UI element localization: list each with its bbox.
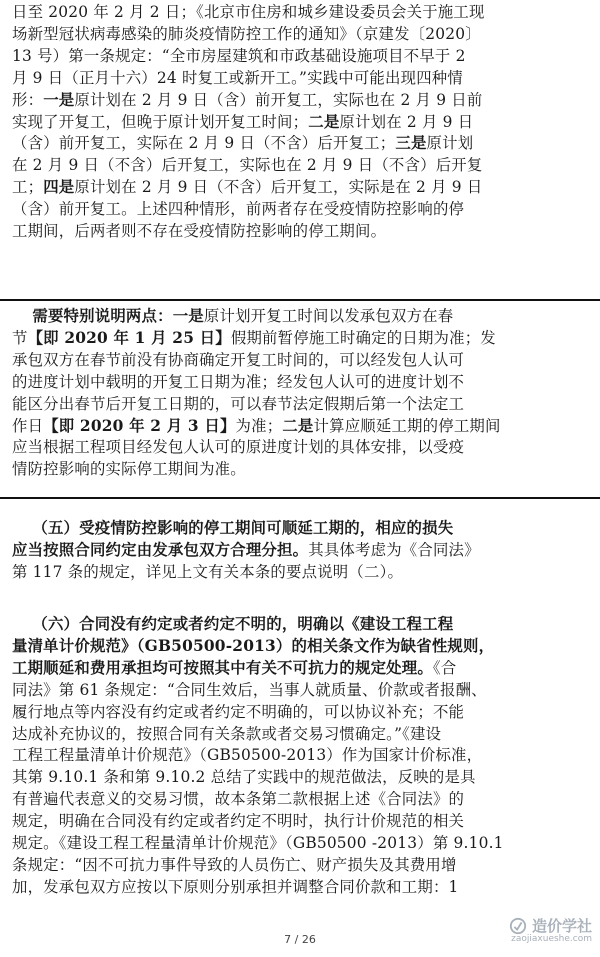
text-run: 为准； [235, 416, 283, 435]
bold-text-run: 一是 [172, 307, 204, 325]
text-line [12, 789, 588, 811]
bold-text-run: 工期顺延和费用承担均可按照其中有关不可抗力的规定处理。 [12, 658, 433, 677]
text-line [12, 46, 588, 68]
highlight-box-top-border [0, 299, 600, 301]
text-line [12, 133, 588, 155]
text-line [12, 155, 588, 177]
text-line [12, 680, 588, 702]
text-run [12, 615, 32, 633]
watermark-url: zaojiaxueshe.com [511, 934, 592, 944]
bold-text-run: 【即 2020 年 1 月 25 日】 [27, 328, 231, 347]
bold-text-run: 量清单计价规范》（GB50500-2013）的相关条文作为缺省性规则， [12, 636, 495, 655]
bold-text-run: （六）合同没有约定或者约定不明的，明确以《建设工程工程 [32, 615, 454, 633]
bold-text-run: 需要特别说明两点： [32, 307, 173, 325]
text-run: 条规定：“因不可抗力事件导致的人员伤亡、财产损失及其费用增 [12, 855, 457, 874]
page-number: 7 / 26 [284, 933, 316, 946]
text-line [12, 636, 588, 658]
text-run: 原计划在 2 月 9 日（不含）后开复工，实际是在 2 月 9 日 [74, 178, 483, 197]
text-line [12, 658, 588, 680]
bold-text-run: 【即 2020 年 2 月 3 日】 [43, 416, 236, 435]
text-line [12, 877, 588, 899]
paragraph-work-resumption-cases [12, 2, 588, 243]
text-run: 实现了开复工，但晚于原计划开复工时间； [12, 112, 309, 131]
text-run: 工期间，后两者则不存在受疫情防控影响的停工期间。 [12, 222, 387, 241]
bold-text-run: 应当按照合同约定由发承包双方合理分担。 [12, 540, 309, 559]
text-line [12, 855, 588, 877]
text-line [12, 350, 588, 372]
paragraph-item-six [12, 614, 588, 899]
text-line [12, 328, 588, 350]
text-run: 其第 9.10.1 条和第 9.10.2 总结了实践中的规范做法，反映的是具 [12, 768, 476, 787]
text-line [12, 614, 588, 636]
text-run: 形： [12, 90, 44, 109]
text-line [12, 562, 588, 584]
text-run: 作日 [12, 416, 44, 435]
paragraph-item-five [12, 518, 588, 584]
text-run: 日至 2020 年 2 月 2 日；《北京市住房和城乡建设委员会关于施工现 [12, 3, 485, 21]
text-line [12, 112, 588, 134]
text-line [12, 24, 588, 46]
text-line [12, 90, 588, 112]
bold-text-run: 二是 [308, 112, 340, 131]
text-run: 工； [12, 178, 44, 197]
text-line [12, 68, 588, 90]
text-run: 履行地点等内容没有约定或者约定不明确的，可以协议补充；不能 [12, 702, 465, 721]
bold-text-run: 四是 [43, 178, 75, 197]
bold-text-run: 三是 [395, 134, 427, 153]
text-line [12, 394, 588, 416]
text-run: 应当根据工程项目经发包人认可的原进度计划的具体安排，以受疫 [12, 438, 465, 457]
text-run: 规定。《建设工程工程量清单计价规范》（GB50500 -2013）第 9.10.1 [12, 834, 504, 853]
text-run: 工程工程量清单计价规范》（GB50500-2013）作为国家计价标准， [12, 746, 483, 765]
text-run: 原计划在 2 月 9 日（含）前开复工，实际也在 2 月 9 日前 [74, 90, 483, 109]
text-run: 原计划 [426, 134, 474, 153]
text-run: 在 2 月 9 日（不含）后开复工，实际也在 2 月 9 日（不含）后开复 [12, 156, 483, 175]
text-line [12, 811, 588, 833]
bold-text-run: 二是 [282, 416, 314, 435]
text-run: 有普遍代表意义的交易习惯，故本条第二款根据上述《合同法》的 [12, 790, 465, 809]
text-line [12, 767, 588, 789]
text-line [12, 540, 588, 562]
text-run: 加，发承包双方应按以下原则分别承担并调整合同价款和工期：1 [12, 877, 459, 896]
text-line [12, 199, 588, 221]
text-line [12, 459, 588, 481]
text-run: 原计划开复工时间以发承包双方在春 [203, 307, 454, 325]
text-line [12, 2, 588, 24]
text-run [12, 307, 32, 325]
text-run: 《合 [432, 658, 457, 677]
text-run: （含）前开复工，实际在 2 月 9 日（不含）后开复工； [12, 134, 396, 153]
text-run: （含）前开复工。上述四种情形，前两者存在受疫情防控影响的停 [12, 200, 465, 219]
text-run: 规定，明确在合同没有约定或者约定不明时，执行计价规范的相关 [12, 812, 465, 831]
watermark-text: 造价学社 [531, 917, 592, 935]
text-run: 承包双方在春节前没有协商确定开复工时间的，可以经发包人认可 [12, 350, 465, 369]
text-run: 节 [12, 328, 28, 347]
text-line [12, 518, 588, 540]
text-run: 同法》第 61 条规定：“合同生效后，当事人就质量、价款或者报酬、 [12, 680, 487, 699]
text-line [12, 724, 588, 746]
text-run: 场新型冠状病毒感染的肺炎疫情防控工作的通知》（京建发〔2020〕 [12, 24, 481, 43]
text-run: 第 117 条的规定，详见上文有关本条的要点说明（二）。 [12, 562, 404, 581]
text-line [12, 416, 588, 438]
watermark-logo-icon [509, 917, 527, 935]
paragraph-special-notes [12, 306, 588, 481]
text-line [12, 745, 588, 767]
highlight-box-bottom-border [0, 497, 600, 499]
text-line [12, 702, 588, 724]
text-line [12, 833, 588, 855]
text-line [12, 437, 588, 459]
text-line [12, 177, 588, 199]
bold-text-run: 一是 [43, 90, 75, 109]
text-run [12, 519, 32, 537]
text-line [12, 372, 588, 394]
text-run: 达成补充协议的，按照合同有关条款或者交易习惯确定。”《建设 [12, 724, 442, 743]
text-run: 其具体考虑为《合同法》 [308, 540, 480, 559]
text-run: 13 号）第一条规定：“全市房屋建筑和市政基础设施项目不早于 2 [12, 46, 466, 65]
watermark [509, 915, 592, 944]
text-run: 计算应顺延工期的停工期间 [313, 416, 501, 435]
bold-text-run: （五）受疫情防控影响的停工期间可顺延工期的，相应的损失 [32, 519, 454, 537]
text-run: 的进度计划中载明的开复工日期为准；经发包人认可的进度计划不 [12, 372, 465, 391]
text-run: 能区分出春节后开复工日期的，可以春节法定假期后第一个法定工 [12, 394, 465, 413]
text-run: 假期前暂停施工时确定的日期为准；发 [230, 328, 496, 347]
text-line [12, 306, 588, 328]
text-run: 情防控影响的实际停工期间为准。 [12, 460, 246, 479]
text-line [12, 221, 588, 243]
text-run: 原计划在 2 月 9 日 [339, 112, 474, 131]
text-run: 月 9 日（正月十六）24 时复工或新开工。”实践中可能出现四种情 [12, 68, 463, 87]
